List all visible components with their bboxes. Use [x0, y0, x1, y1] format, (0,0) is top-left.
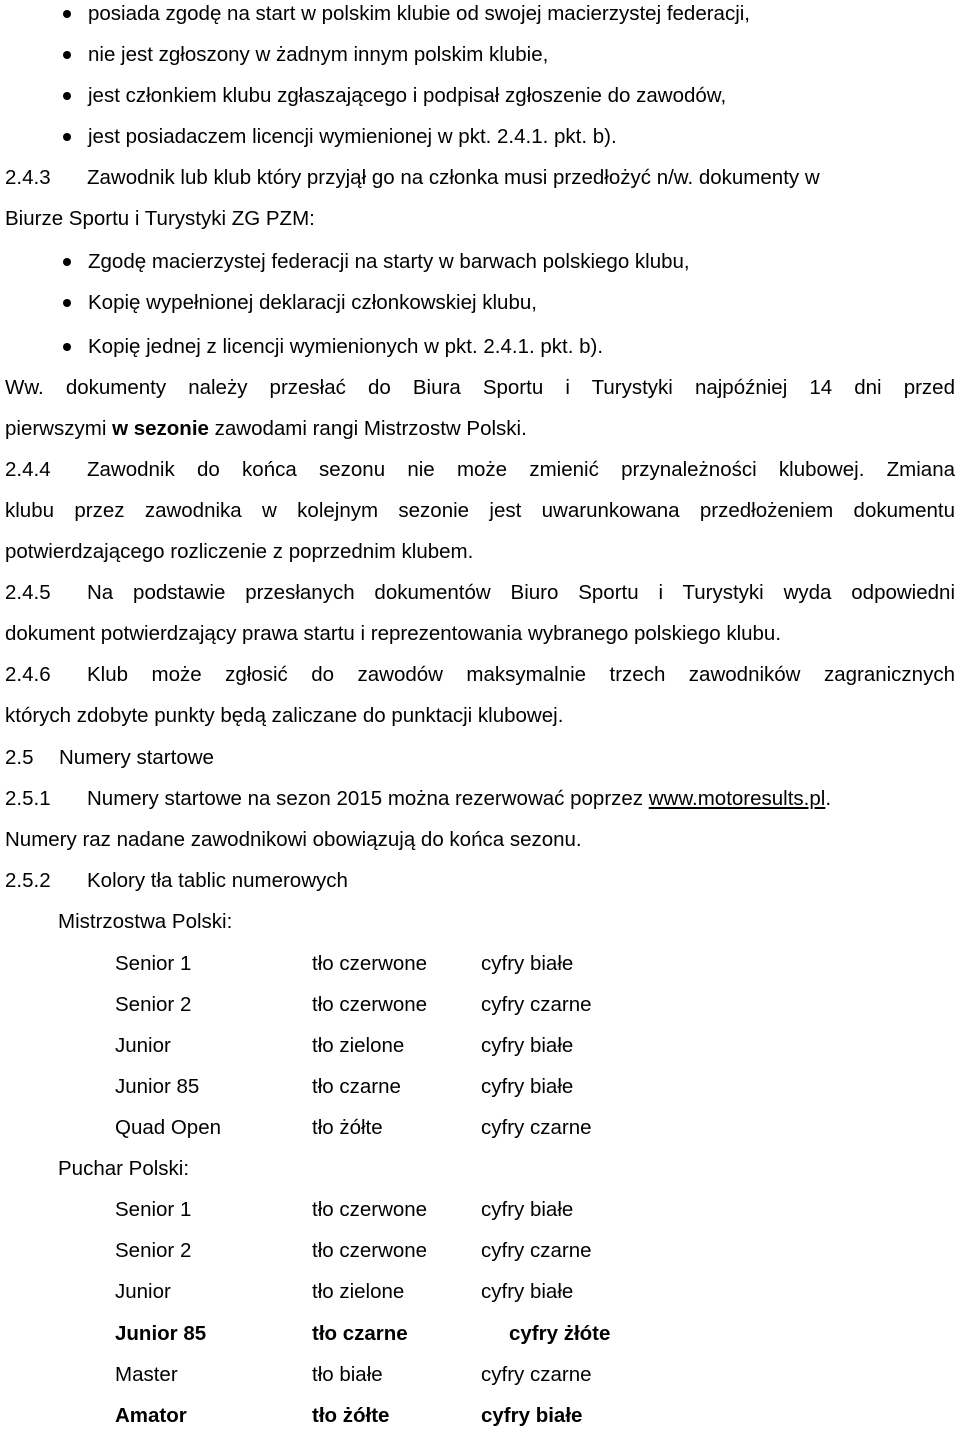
table-row [5, 950, 955, 978]
bullet-icon [63, 92, 71, 100]
class-cell: Quad Open [115, 1116, 221, 1139]
section-title: Kolory tła tablic numerowych [87, 869, 348, 892]
section-text: Zawodnik do końca sezonu nie może zmienić przynależności klubowej. Zmiana [87, 458, 955, 481]
table-row [5, 1320, 955, 1348]
table-row [5, 1196, 955, 1224]
digits-cell: cyfry czarne [481, 1239, 592, 1262]
list-item-text: jest członkiem klubu zgłaszającego i podpisał zgłoszenie do zawodów, [88, 84, 727, 107]
text-run: . [825, 787, 832, 810]
bullet-icon [63, 258, 71, 266]
digits-cell: cyfry białe [481, 1280, 574, 1303]
mp-heading: Mistrzostwa Polski: [58, 910, 233, 933]
digits-cell: cyfry białe [481, 1075, 574, 1098]
bold-text-run: w sezonie [112, 417, 209, 440]
table-row [5, 1032, 955, 1060]
list-item [5, 82, 955, 110]
bullet-icon [63, 133, 71, 141]
ww-paragraph-line-1: Ww. dokumenty należy przesłać do Biura Sportu i Turystyki najpóźniej 14 dni przed [5, 376, 955, 399]
table-row [5, 1073, 955, 1101]
bullet-icon [63, 343, 71, 351]
background-cell: tło czerwone [312, 1239, 428, 1262]
background-cell: tło czarne [312, 1075, 401, 1098]
background-cell: tło czerwone [312, 952, 428, 975]
section-2-4-5-line-2: dokument potwierdzający prawa startu i reprezentowania wybranego polskiego klubu. [5, 622, 782, 645]
class-cell: Senior 1 [115, 1198, 192, 1221]
class-cell: Senior 2 [115, 1239, 192, 1262]
list-item [5, 333, 955, 361]
class-cell: Master [115, 1363, 178, 1386]
section-2-5-heading [5, 744, 955, 772]
section-2-4-6-line-2: których zdobyte punkty będą zaliczane do punktacji klubowej. [5, 704, 564, 727]
background-cell: tło białe [312, 1363, 383, 1386]
digits-cell: cyfry czarne [481, 1363, 592, 1386]
list-item [5, 289, 955, 317]
section-text: Klub może zgłosić do zawodów maksymalnie trzech zawodników zagranicznych [87, 663, 955, 686]
section-2-5-2-heading [5, 867, 955, 895]
section-text: Zawodnik lub klub który przyjął go na członka musi przedłożyć n/w. dokumenty w [87, 166, 820, 189]
table-row [5, 1114, 955, 1142]
list-item [5, 123, 955, 151]
list-item-text: jest posiadaczem licencji wymienionej w pkt. 2.4.1. pkt. b). [88, 125, 617, 148]
section-number: 2.5.1 [5, 787, 51, 810]
section-number: 2.5 [5, 746, 34, 769]
section-number: 2.4.3 [5, 166, 51, 189]
digits-cell: cyfry białe [481, 1034, 574, 1057]
bullet-icon [63, 51, 71, 59]
digits-cell: cyfry żłóte [509, 1322, 611, 1345]
section-2-4-4-line-3: potwierdzającego rozliczenie z poprzednim klubem. [5, 540, 474, 563]
list-item [5, 248, 955, 276]
background-cell: tło żółte [312, 1116, 383, 1139]
section-number: 2.4.5 [5, 581, 51, 604]
list-item-text: Zgodę macierzystej federacji na starty w barwach polskiego klubu, [88, 250, 690, 273]
background-cell: tło zielone [312, 1280, 405, 1303]
table-row [5, 1278, 955, 1306]
background-cell: tło czarne [312, 1322, 408, 1345]
background-cell: tło czerwone [312, 1198, 428, 1221]
section-text: Biurze Sportu i Turystyki ZG PZM: [5, 207, 315, 230]
motoresults-link[interactable]: www.motoresults.pl [648, 787, 826, 810]
section-number: 2.4.4 [5, 458, 51, 481]
table-row [5, 1361, 955, 1389]
table-row [5, 991, 955, 1019]
background-cell: tło czerwone [312, 993, 428, 1016]
section-2-4-3-line-2 [5, 205, 955, 233]
section-number: 2.4.6 [5, 663, 51, 686]
digits-cell: cyfry czarne [481, 993, 592, 1016]
section-number: 2.5.2 [5, 869, 51, 892]
section-2-5-1-line-2: Numery raz nadane zawodnikowi obowiązują do końca sezonu. [5, 828, 582, 851]
bullet-icon [63, 10, 71, 18]
list-item-text: nie jest zgłoszony w żadnym innym polskim klubie, [88, 43, 549, 66]
list-item [5, 0, 955, 28]
list-item-text: Kopię wypełnionej deklaracji członkowskiej klubu, [88, 291, 537, 314]
digits-cell: cyfry białe [481, 1198, 574, 1221]
background-cell: tło zielone [312, 1034, 405, 1057]
section-2-4-5-line-1 [5, 579, 955, 607]
text-run: zawodami rangi Mistrzostw Polski. [214, 417, 527, 440]
list-item [5, 41, 955, 69]
list-item-text: posiada zgodę na start w polskim klubie od swojej macierzystej federacji, [88, 2, 751, 25]
section-2-5-1-line-1 [5, 785, 955, 813]
digits-cell: cyfry czarne [481, 1116, 592, 1139]
section-2-4-6-line-1 [5, 661, 955, 689]
section-text: Na podstawie przesłanych dokumentów Biuro Sportu i Turystyki wyda odpowiedni [87, 581, 955, 604]
ww-paragraph-line-2 [5, 415, 955, 443]
digits-cell: cyfry białe [481, 952, 574, 975]
class-cell: Amator [115, 1404, 187, 1427]
pp-heading: Puchar Polski: [58, 1157, 190, 1180]
digits-cell: cyfry białe [481, 1404, 583, 1427]
list-item-text: Kopię jednej z licencji wymienionych w pkt. 2.4.1. pkt. b). [88, 335, 604, 358]
table-row [5, 1237, 955, 1265]
class-cell: Junior 85 [115, 1322, 207, 1345]
section-2-4-4-line-1 [5, 456, 955, 484]
class-cell: Senior 2 [115, 993, 192, 1016]
background-cell: tło żółte [312, 1404, 390, 1427]
bullet-icon [63, 299, 71, 307]
class-cell: Junior 85 [115, 1075, 200, 1098]
section-2-4-3-line-1 [5, 164, 955, 192]
class-cell: Senior 1 [115, 952, 192, 975]
table-row [5, 1402, 955, 1430]
section-2-4-4-line-2: klubu przez zawodnika w kolejnym sezonie jest uwarunkowana przedłożeniem dokumentu [5, 499, 955, 522]
class-cell: Junior [115, 1280, 171, 1303]
class-cell: Junior [115, 1034, 171, 1057]
section-text: Numery startowe na sezon 2015 można rezerwować poprzez [87, 787, 644, 810]
text-run: pierwszymi [5, 417, 107, 440]
section-title: Numery startowe [59, 746, 214, 769]
